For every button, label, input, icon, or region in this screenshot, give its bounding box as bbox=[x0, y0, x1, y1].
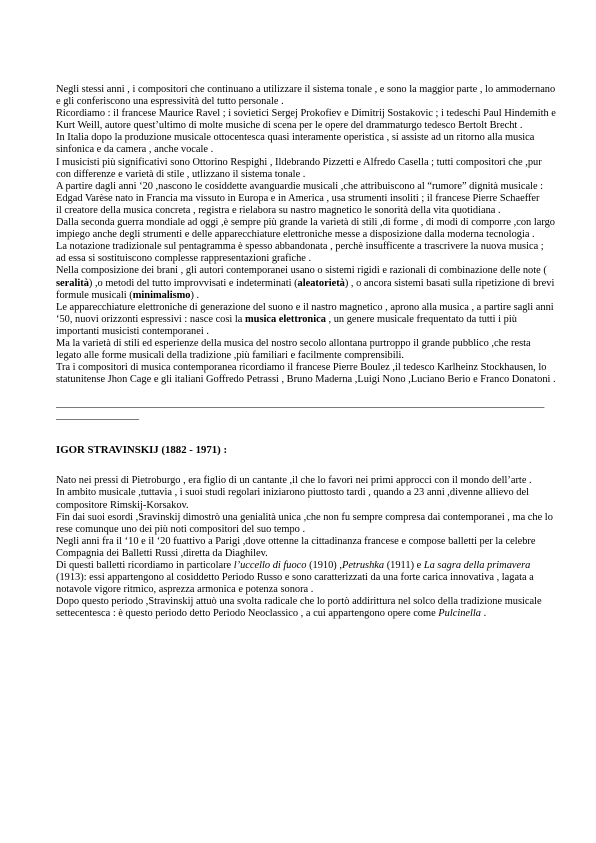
term-musica-elettronica: musica elettronica bbox=[245, 313, 326, 325]
paragraph-tonal-composers: Negli stessi anni , i compositori che continuano a utilizzare il sistema tonale , e sono la maggior parte , lo ammodernano e gli conferiscono una espressività del tutto personale . bbox=[56, 84, 556, 108]
document-page bbox=[56, 84, 556, 620]
text-run: Nella composizione dei brani , gli autori contemporanei usano o sistemi rigidi e razionali di combinazione delle note ( bbox=[56, 265, 547, 277]
text-run: Di questi balletti ricordiamo in particolare bbox=[56, 560, 234, 571]
paragraph-compositori-contemporanei: Tra i compositori di musica contemporanea ricordiamo il francese Pierre Boulez ,il tedesco Karlheinz Stockhausen, lo statunitense Jhon Cage e gli italiani Goffredo Petrassi , Bruno Maderna ,Luigi Nono ,Luciano Berio e Franco Donatoni . bbox=[56, 362, 556, 386]
text-run: (1910) , bbox=[306, 560, 342, 571]
title-pulcinella: Pulcinella bbox=[438, 608, 482, 620]
title-uccello-di-fuoco: l’uccello di fuoco bbox=[233, 560, 307, 571]
term-aleatorieta: aleatorietà bbox=[297, 277, 345, 289]
paragraph-italia: In Italia dopo la produzione musicale ottocentesca quasi interamente operistica , si assiste ad un ritorno alla musica sinfonica e da camera , anche vocale . bbox=[56, 132, 535, 156]
paragraph-parigi: Negli anni fra il ‘10 e il ‘20 fuattivo a Parigi ,dove ottenne la cittadinanza francese e compose balletti per la celebre Compagnia dei Balletti Russi ,diretta da Diaghilev. bbox=[56, 535, 536, 559]
separator-line: ______________________________________________________________________________________________ bbox=[56, 398, 545, 410]
paragraph-musicisti-italiani: I musicisti più significativi sono Ottorino Respighi , Ildebrando Pizzetti e Alfredo Casella ; tutti compositori che ,pur con differenze e varietà di stile , utlizzano il sistema tonale . bbox=[56, 156, 542, 180]
text-run: Dopo questo periodo ,Stravinskij attuò una svolta radicale che lo portò addirittura nel solco della tradizione musicale settecentesca : è questo periodo detto Periodo Neoclassico , a cui appartengono opere come bbox=[56, 596, 542, 620]
text-run: (1911) e bbox=[384, 560, 424, 571]
title-sagra-primavera: La sagra della primavera bbox=[423, 560, 531, 571]
paragraph-neoclassico bbox=[56, 596, 556, 620]
title-petrushka: Petrushka bbox=[341, 560, 385, 571]
text-run: ) , o ancora sistemi basati sulla ripetizione di brevi formule musicali ( bbox=[56, 277, 555, 301]
text-run: ) . bbox=[190, 289, 200, 301]
text-run: , un genere musicale frequentato da tutti i più importanti musicisti contemporanei . bbox=[56, 313, 517, 337]
paragraph-composizione bbox=[56, 265, 556, 301]
paragraph-pubblico: Ma la varietà di stili ed esperienze della musica del nostro secolo allontana purtroppo il grande pubblico ,che resta legato alle forme musicali della tradizione ,più familiari e facilmente comprensibili. bbox=[56, 337, 531, 362]
paragraph-balletti bbox=[56, 560, 556, 596]
paragraph-elettroniche bbox=[56, 302, 556, 338]
stravinskij-section bbox=[56, 475, 556, 620]
section-heading: IGOR STRAVINSKIJ (1882 - 1971) : bbox=[56, 444, 228, 457]
paragraph-nascita: Nato nei pressi di Pietroburgo , era figlio di un cantante ,il che lo favorì nei primi approcci con il mondo dell’arte . bbox=[56, 475, 532, 487]
text-run: . bbox=[481, 608, 487, 620]
paragraph-dopoguerra: Dalla seconda guerra mondiale ad oggi ,è sempre più grande la varietà di stili ,di forme , di modi di comporre ,con largo impiego anche degli strumenti e delle apparecchiature elettroniche messe a disposizione dalla moderna tecnologia . bbox=[56, 217, 555, 241]
paragraph-musica-concreta: il creatore della musica concreta , registra e rielabora su nastro magnetico le sonorità della vita quotidiana . bbox=[56, 204, 501, 216]
text-run: ) ,o metodi del tutto improvvisati e indeterminati ( bbox=[88, 277, 298, 289]
text-run: Le apparecchiature elettroniche di generazione del suono e il nastro magnetico , aprono alla musica , a partire sagli anni ‘50, nuovi orizzonti espressivi : nasce così la bbox=[56, 301, 554, 325]
paragraph-notazione: La notazione tradizionale sul pentagramma è spesso abbandonata , perchè insufficente a trascrivere la nuova musica ; ad essa si sostituiscono complesse rappresentazioni grafiche . bbox=[56, 241, 544, 265]
term-minimalismo: minimalismo bbox=[132, 289, 191, 301]
term-serialita: seralità bbox=[56, 277, 89, 289]
paragraph-ricordiamo: Ricordiamo : il francese Maurice Ravel ; i sovietici Sergej Prokofiev e Dimitrij Sostakovic ; i tedeschi Paul Hindemith e Kurt Weill, autore quest’ultimo di molte musiche di scena per le opere del drammaturgo tedesco Bertolt Brecht . bbox=[56, 108, 556, 132]
paragraph-esordi: Fin dai suoi esordi ,Sravinskij dimostrò una genialità unica ,che non fu sempre compresa dai contemporanei , ma che lo rese comunque uno dei più noti compositori del suo tempo . bbox=[56, 511, 553, 535]
paragraph-studi: In ambito musicale ,tuttavia , i suoi studi regolari iniziarono piuttosto tardi , quando a 23 anni ,divenne allievo del compositore Rimskij-Korsakov. bbox=[56, 487, 529, 511]
separator-line-continued: ________________ bbox=[56, 410, 140, 422]
paragraph-avanguardie: A partire dagli anni ‘20 ,nascono le cosiddette avanguardie musicali ,che attribuiscono al “rumore” dignità musicale : Edgad Varèse nato in Francia ma vissuto in Europa e in America , usa strumenti insoliti ; il francese Pierre Schaeffer bbox=[56, 180, 544, 204]
text-run: (1913): essi appartengono al cosiddetto Periodo Russo e sono caratterizzati da una forte carica innovativa , lagata a notavole vigore ritmico, asprezza armonica e potenza sonora . bbox=[56, 572, 534, 596]
